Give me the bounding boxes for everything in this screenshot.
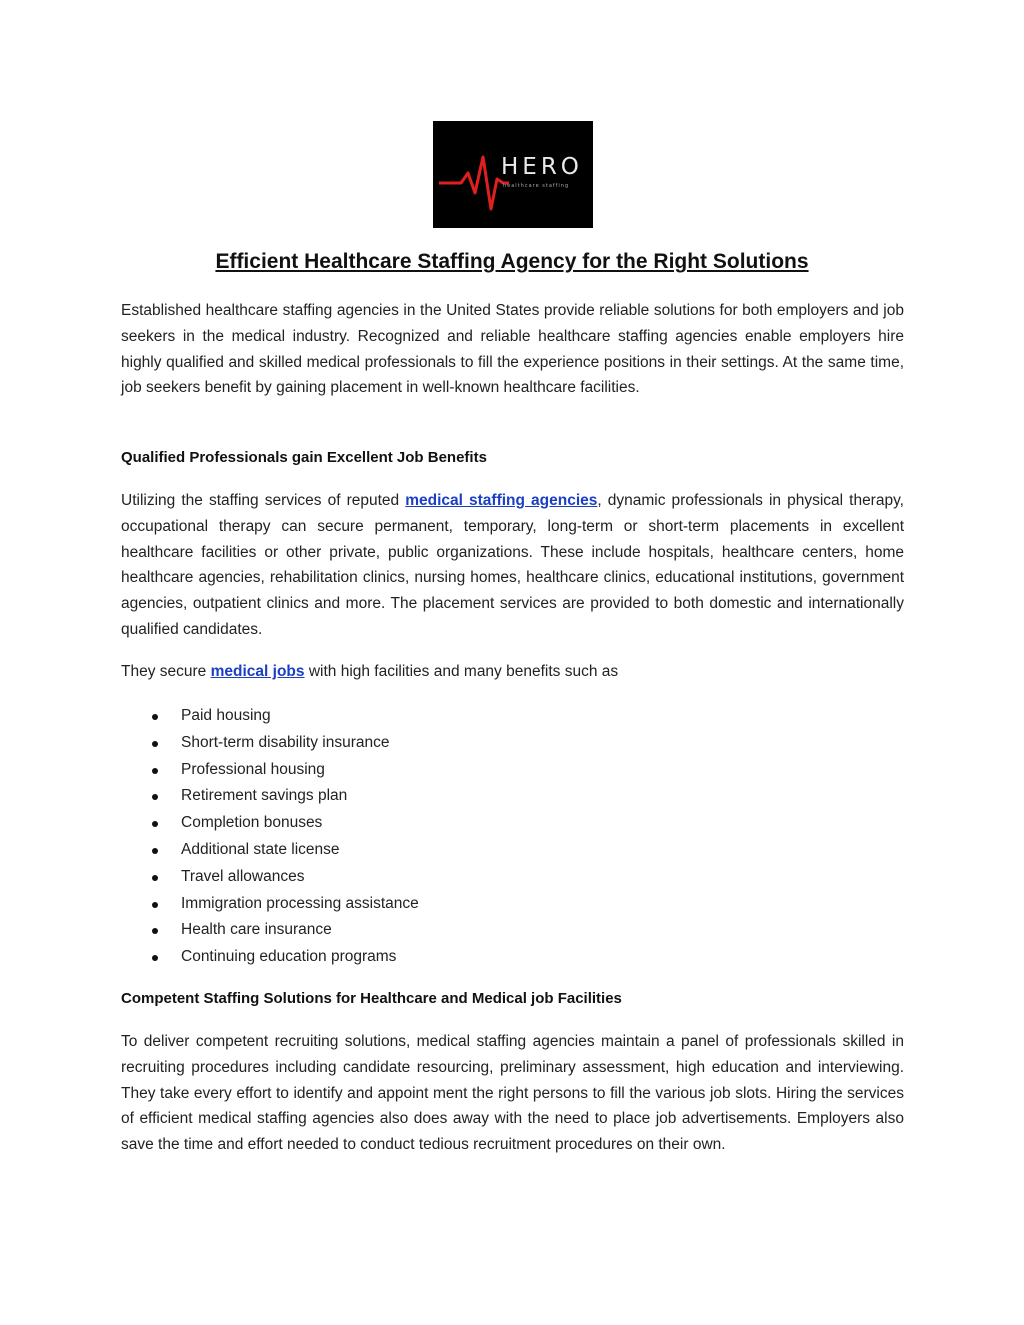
text-fragment: , dynamic professionals in physical therapy, occupational therapy can secure permanent, temporary, long-term or short-term placements in excellent healthcare facilities or other private, public organizations. These include hospitals, healthcare centers, home healthcare agencies, rehabilitation clinics, nursing homes, healthcare clinics, educational institutions, government agencies, outpatient clinics and more. The placement services are provided to both domestic and internationally qualified candidates. [121,492,904,638]
bullet-icon [152,848,158,854]
section-heading-competent: Competent Staffing Solutions for Healthcare and Medical job Facilities [121,990,622,1007]
list-item [121,891,419,918]
bullet-icon [152,875,158,881]
logo-subtitle: healthcare staffing [503,183,570,189]
bullet-icon [152,768,158,774]
bullet-icon [152,794,158,800]
recruiting-paragraph: To deliver competent recruiting solutions, medical staffing agencies maintain a panel of professionals skilled in recruiting procedures including candidate resourcing, preliminary assessment, high education and interviewing. They take every effort to identify and appoint ment the right persons to fill the various job slots. Hiring the services of efficient medical staffing agencies also does away with the need to place job advertisements. Employers also save the time and effort needed to conduct tedious recruitment procedures on their own. [121,1033,904,1154]
list-item [121,864,419,891]
list-item-label: Health care insurance [181,921,332,939]
list-item-label: Travel allowances [181,867,305,885]
list-item [121,917,419,944]
list-item [121,810,419,837]
text-fragment: They secure [121,663,211,680]
medical-staffing-agencies-link[interactable]: medical staffing agencies [405,492,598,509]
intro-paragraph: Established healthcare staffing agencies in the United States provide reliable solutions for both employers and job seekers in the medical industry. Recognized and reliable healthcare staffing agencies enable employers hire highly qualified and skilled medical professionals to fill the experience positions in their settings. At the same time, job seekers benefit by gaining placement in well-known healthcare facilities. [121,302,904,397]
logo-wordmark: HERO [501,154,583,180]
list-item-label: Retirement savings plan [181,787,348,805]
bullet-icon [152,821,158,827]
hero-logo [433,121,593,228]
medical-jobs-link[interactable]: medical jobs [210,663,305,680]
text-fragment: with high facilities and many benefits such as [304,663,619,680]
list-item-label: Paid housing [181,707,271,724]
list-item [121,783,419,810]
benefits-intro-paragraph [121,659,904,685]
page-title: Efficient Healthcare Staffing Agency for the Right Solutions [215,250,809,273]
list-item [121,703,419,730]
staffing-services-paragraph [121,488,904,643]
list-item [121,837,419,864]
bullet-icon [152,714,158,720]
bullet-icon [152,902,158,908]
list-item-label: Short-term disability insurance [181,733,390,751]
list-item-label: Continuing education programs [181,948,397,966]
section-heading-qualified: Qualified Professionals gain Excellent Job Benefits [121,449,487,466]
list-item [121,730,419,757]
list-item [121,944,419,971]
bullet-icon [152,928,158,934]
bullet-icon [152,741,158,747]
bullet-icon [152,955,158,961]
list-item [121,757,419,784]
list-item-label: Additional state license [181,840,340,858]
text-fragment: Utilizing the staffing services of reputed [121,492,406,509]
benefits-list [121,703,419,971]
list-item-label: Completion bonuses [181,814,323,832]
list-item-label: Professional housing [181,760,325,778]
list-item-label: Immigration processing assistance [181,894,419,912]
